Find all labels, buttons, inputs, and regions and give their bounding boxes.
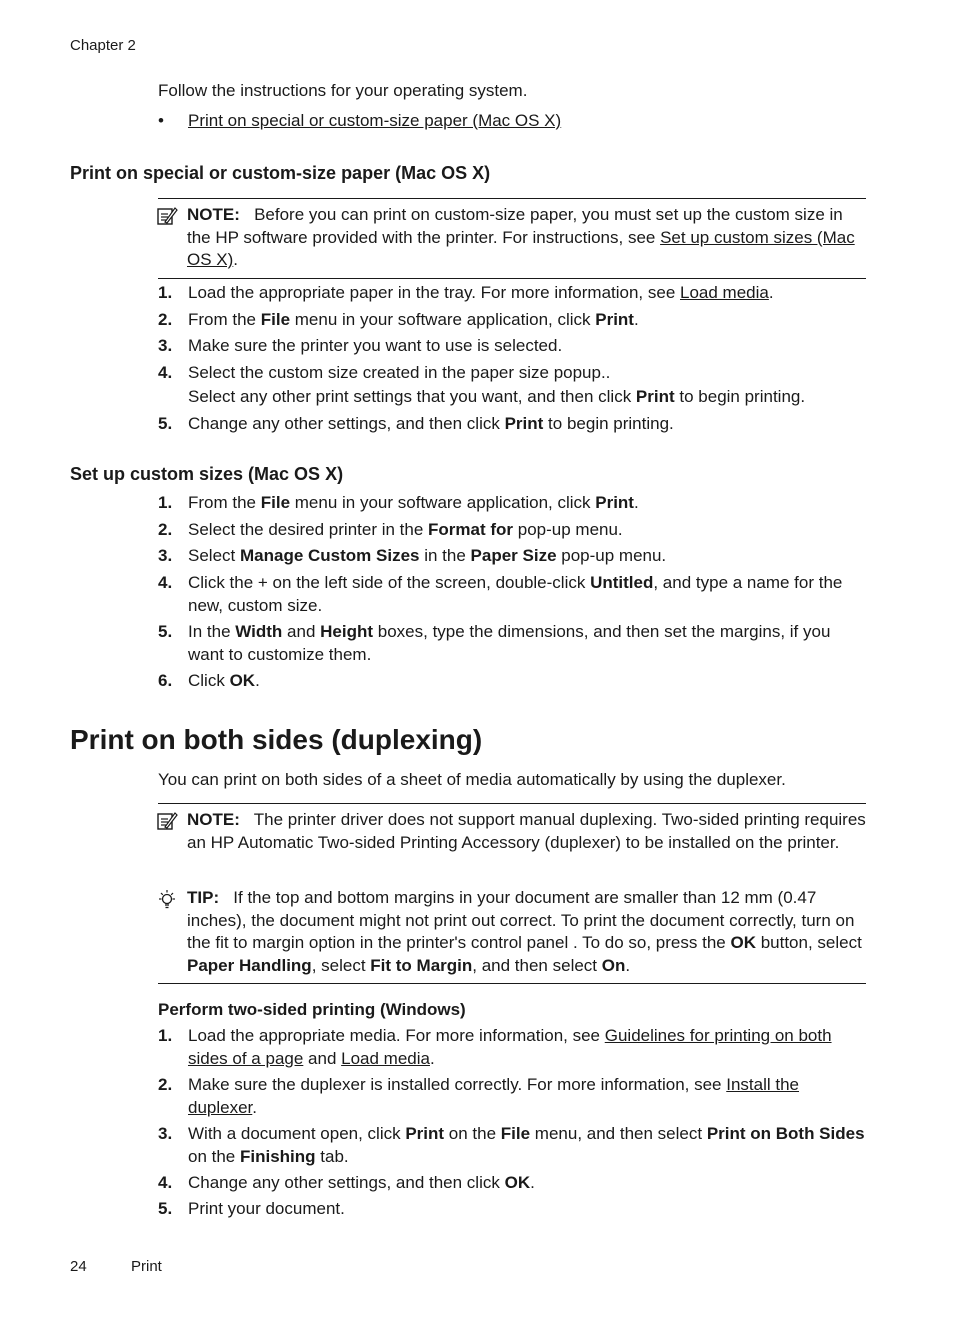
note-top-rule bbox=[158, 803, 866, 804]
tip-label: TIP: bbox=[187, 888, 220, 907]
note-pencil-icon bbox=[156, 205, 178, 227]
intro-text: Follow the instructions for your operating system. bbox=[158, 81, 528, 100]
link-guidelines-both-sides[interactable]: Guidelines for printing on both sides of a page bbox=[188, 1026, 832, 1068]
page-title-duplexing: Print on both sides (duplexing) bbox=[70, 724, 483, 755]
step-number: 2. bbox=[158, 520, 173, 539]
list-item: Load the appropriate media. For more information, see Guidelines for printing on both sides of a page and Load media. bbox=[188, 1026, 832, 1068]
step-number: 1. bbox=[158, 493, 173, 512]
step-number: 4. bbox=[158, 573, 173, 592]
list-item: Print your document. bbox=[188, 1199, 345, 1218]
list-item: From the File menu in your software application, click Print. bbox=[188, 310, 639, 329]
step-number: 1. bbox=[158, 1026, 173, 1045]
note-pencil-icon bbox=[156, 810, 178, 832]
step-number: 3. bbox=[158, 546, 173, 565]
lightbulb-icon bbox=[156, 889, 178, 911]
list-item: From the File menu in your software application, click Print. bbox=[188, 493, 639, 512]
duplex-intro: You can print on both sides of a sheet of media automatically by using the duplexer. bbox=[158, 770, 786, 789]
step-number: 5. bbox=[158, 414, 173, 433]
step-number: 3. bbox=[158, 336, 173, 355]
list-item: Change any other settings, and then click Print to begin printing. bbox=[188, 414, 674, 433]
step-number: 3. bbox=[158, 1124, 173, 1143]
note-top-rule bbox=[158, 198, 866, 199]
link-load-media[interactable]: Load media bbox=[680, 283, 769, 302]
subheading-two-sided-windows: Perform two-sided printing (Windows) bbox=[158, 1000, 466, 1019]
step-number: 4. bbox=[158, 363, 173, 382]
list-item: Load the appropriate paper in the tray. For more information, see Load media. bbox=[188, 283, 774, 302]
link-set-up-custom-sizes[interactable]: Set up custom sizes (Mac OS X) bbox=[187, 227, 855, 269]
note-bottom-rule bbox=[158, 278, 866, 279]
note-duplexing: NOTE: The printer driver does not support manual duplexing. Two-sided printing requires an HP Automatic Two-sided Printing Accessory (duplexer) to be installed on the printer. bbox=[187, 810, 866, 852]
step-number: 6. bbox=[158, 671, 173, 690]
link-install-duplexer[interactable]: Install the duplexer bbox=[188, 1075, 800, 1117]
bullet: • bbox=[158, 111, 164, 130]
list-item: In the Width and Height boxes, type the dimensions, and then set the margins, if you want to customize them. bbox=[188, 622, 831, 664]
tip-bottom-rule bbox=[158, 983, 866, 984]
page-number: 24 bbox=[70, 1258, 87, 1275]
step-number: 5. bbox=[158, 1199, 173, 1218]
footer-title: Print bbox=[131, 1258, 162, 1275]
list-item: Click OK. bbox=[188, 671, 260, 690]
step-number: 4. bbox=[158, 1173, 173, 1192]
list-item: Select the desired printer in the Format for pop-up menu. bbox=[188, 520, 623, 539]
link-load-media[interactable]: Load media bbox=[341, 1048, 430, 1068]
section-heading-custom-sizes: Set up custom sizes (Mac OS X) bbox=[70, 464, 344, 484]
link-print-special-mac[interactable]: Print on special or custom-size paper (Mac OS X) bbox=[188, 111, 562, 130]
step-number: 2. bbox=[158, 310, 173, 329]
list-item: Change any other settings, and then click OK. bbox=[188, 1173, 535, 1192]
note-custom-size: NOTE: Before you can print on custom-size paper, you must set up the custom size in the HP software provided with the printer. For instructions, see Set up custom sizes (Mac OS X). bbox=[187, 205, 855, 269]
list-item: Select Manage Custom Sizes in the Paper Size pop-up menu. bbox=[188, 546, 667, 565]
list-item: Make sure the duplexer is installed correctly. For more information, see Install the duplexer. bbox=[188, 1075, 800, 1117]
list-item: Select the custom size created in the paper size popup.. Select any other print settings that you want, and then click Print to begin printing. bbox=[188, 363, 806, 406]
list-item: Click the + on the left side of the screen, double-click Untitled, and type a name for the new, custom size. bbox=[188, 573, 843, 615]
note-label: NOTE: bbox=[187, 810, 240, 829]
step-number: 5. bbox=[158, 622, 173, 641]
list-item: With a document open, click Print on the File menu, and then select Print on Both Sides on the Finishing tab. bbox=[188, 1124, 865, 1166]
running-head: Chapter 2 bbox=[70, 37, 136, 54]
step-number: 2. bbox=[158, 1075, 173, 1094]
step-number: 1. bbox=[158, 283, 173, 302]
section-heading-special-paper: Print on special or custom-size paper (Mac OS X) bbox=[70, 163, 491, 183]
tip-margins: TIP: If the top and bottom margins in your document are smaller than 12 mm (0.47 inches), the document might not print out correct. To print the document correctly, turn on the fit to margin option in the printer's control panel . To do so, press the OK button, select Paper Handling, select Fit to Margin, and then select On. bbox=[187, 888, 862, 975]
note-label: NOTE: bbox=[187, 205, 240, 224]
list-item: Make sure the printer you want to use is selected. bbox=[188, 336, 563, 355]
